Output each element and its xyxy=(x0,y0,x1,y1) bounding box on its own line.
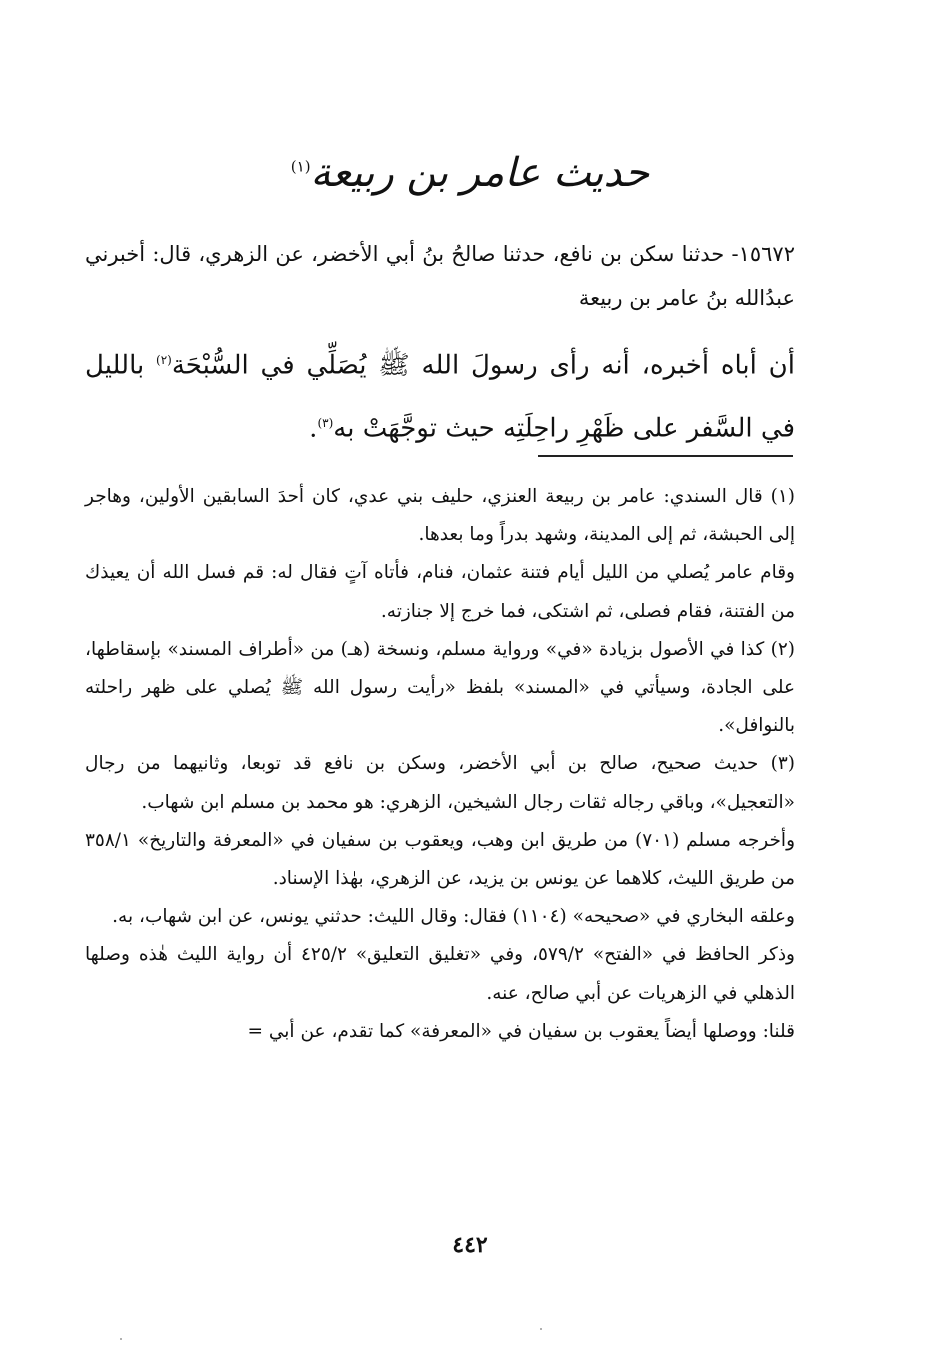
footnote-1-continued: وقام عامر يُصلي من الليل أيام فتنة عثمان، فنام، فأتاه آتٍ فقال له: قم فسل الله أن يعيذك من الفتنة، فقام فصلى، ثم اشتكى، فما خرج إلا جنازته. xyxy=(85,562,795,622)
matn-footnote-marker-3: (٣) xyxy=(317,415,334,430)
matn-end: . xyxy=(309,413,318,444)
heading-footnote-marker: (١) xyxy=(290,157,311,176)
footnote-3-takhrij-1: وأخرجه مسلم (٧٠١) من طريق ابن وهب، ويعقوب بن سفيان في «المعرفة والتاريخ» ٣٥٨/١ من طريق الليث، كلاهما عن يونس بن يزيد، عن الزهري، بهٰذا الإسناد. xyxy=(85,829,795,890)
scan-speck xyxy=(120,1338,122,1340)
hadith-isnad: ١٥٦٧٢- حدثنا سكن بن نافع، حدثنا صالحُ بنُ أبي الأخضر، عن الزهري، قال: أخبرني عبدُالله بنُ عامر بن ربيعة xyxy=(85,242,795,310)
footnote-divider xyxy=(538,455,793,457)
footnote-3-takhrij-4: قلنا: ووصلها أيضاً يعقوب بن سفيان في «المعرفة» كما تقدم، عن أبي = xyxy=(247,1020,795,1042)
matn-footnote-marker-2: (٢) xyxy=(156,353,172,367)
section-heading xyxy=(0,150,940,196)
footnotes xyxy=(85,478,795,1051)
footnote-3-takhrij-3: وذكر الحافظ في «الفتح» ٥٧٩/٢، وفي «تغليق التعليق» ٤٢٥/٢ أن رواية الليث هٰذه وصلها الذهلي في الزهريات عن أبي صالح، عنه. xyxy=(85,944,795,1004)
footnote-3-takhrij-2: وعلقه البخاري في «صحيحه» (١١٠٤) فقال: وقال الليث: حدثني يونس، عن ابن شهاب، به. xyxy=(112,906,795,928)
heading-title: حديث عامر بن ربيعة xyxy=(310,150,650,196)
footnote-2: (٢) كذا في الأصول بزيادة «في» ورواية مسلم، ونسخة (هـ) من «أطراف المسند» بإسقاطها، على الجادة، وسيأتي في «المسند» بلفظ «رأيت رسول الله ﷺ يُصلي على ظهر راحلته بالنوافل». xyxy=(85,638,795,737)
matn-part-2: بالليل في السَّفر على ظَهْرِ راحِلَتِه حيث توجَّهَتْ به xyxy=(85,350,795,444)
hadith-matn xyxy=(85,332,795,457)
page-number: ٤٤٢ xyxy=(452,1232,488,1258)
scan-speck xyxy=(540,1328,542,1330)
matn-part-1: أن أباه أخبره، أنه رأى رسولَ الله ﷺ يُصَلِّي في السُّبْحَة xyxy=(171,350,795,381)
footnote-3: (٣) حديث صحيح، صالح بن أبي الأخضر، وسكن بن نافع قد توبعا، وثانيهما من رجال «التعجيل»، وباقي رجاله ثقات رجال الشيخين، الزهري: هو محمد بن مسلم ابن شهاب. xyxy=(85,753,795,813)
footnote-1: (١) قال السندي: عامر بن ربيعة العنزي، حليف بني عدي، كان أحدَ السابقين الأولين، وهاجر إلى الحبشة، ثم إلى المدينة، وشهد بدراً وما بعدها. xyxy=(85,486,795,546)
